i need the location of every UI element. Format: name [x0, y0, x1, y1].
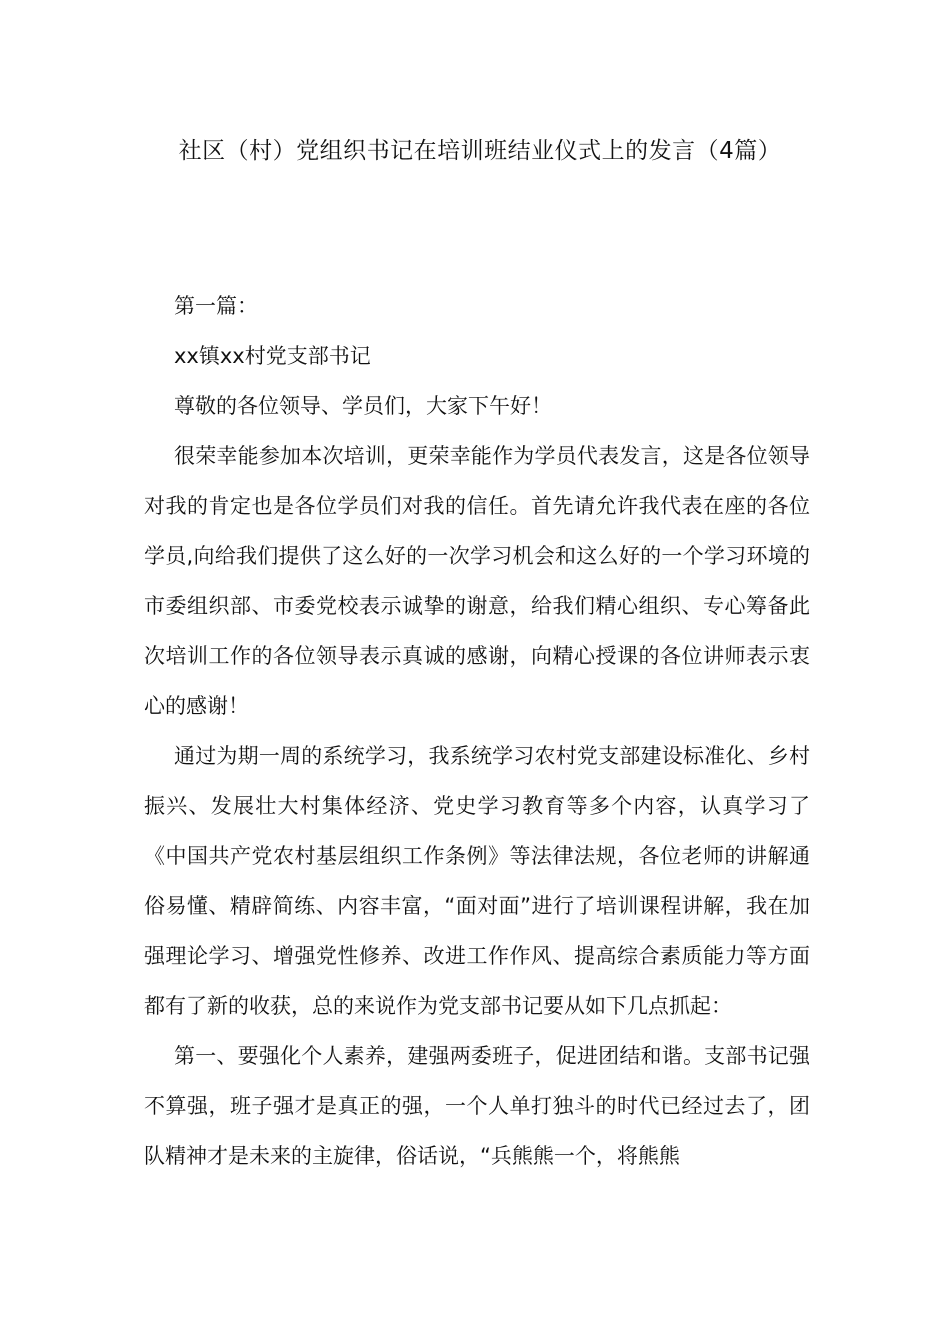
body-paragraph: 很荣幸能参加本次培训，更荣幸能作为学员代表发言，这是各位领导对我的肯定也是各位学员们对我的信任。首先请允许我代表在座的各位学员,向给我们提供了这么好的一次学习机会和这么好的一个学习环境的市委组织部、市委党校表示诚挚的谢意，给我们精心组织、专心筹备此次培训工作的各位领导表示真诚的感谢，向精心授课的各位讲师表示衷心的感谢！ — [144, 444, 810, 718]
body-paragraph: 第一、要强化个人素养，建强两委班子，促进团结和谐。支部书记强不算强，班子强才是真正的强，一个人单打独斗的时代已经过去了，团队精神才是未来的主旋律，俗话说，“兵熊熊一个，将熊熊 — [144, 1044, 810, 1168]
author-line: xx镇xx村党支部书记 — [174, 344, 371, 368]
document-title: 社区（村）党组织书记在培训班结业仪式上的发言（4篇） — [178, 138, 782, 164]
section-heading: 第一篇： — [174, 294, 258, 318]
greeting-paragraph: 尊敬的各位领导、学员们，大家下午好！ — [174, 394, 552, 418]
document-body — [144, 281, 810, 1181]
body-paragraph: 通过为期一周的系统学习，我系统学习农村党支部建设标准化、乡村振兴、发展壮大村集体经济、党史学习教育等多个内容，认真学习了《中国共产党农村基层组织工作条例》等法律法规，各位老师的讲解通俗易懂、精辟简练、内容丰富，“面对面”进行了培训课程讲解，我在加强理论学习、增强党性修养、改进工作作风、提高综合素质能力等方面都有了新的收获，总的来说作为党支部书记要从如下几点抓起： — [144, 744, 810, 1018]
